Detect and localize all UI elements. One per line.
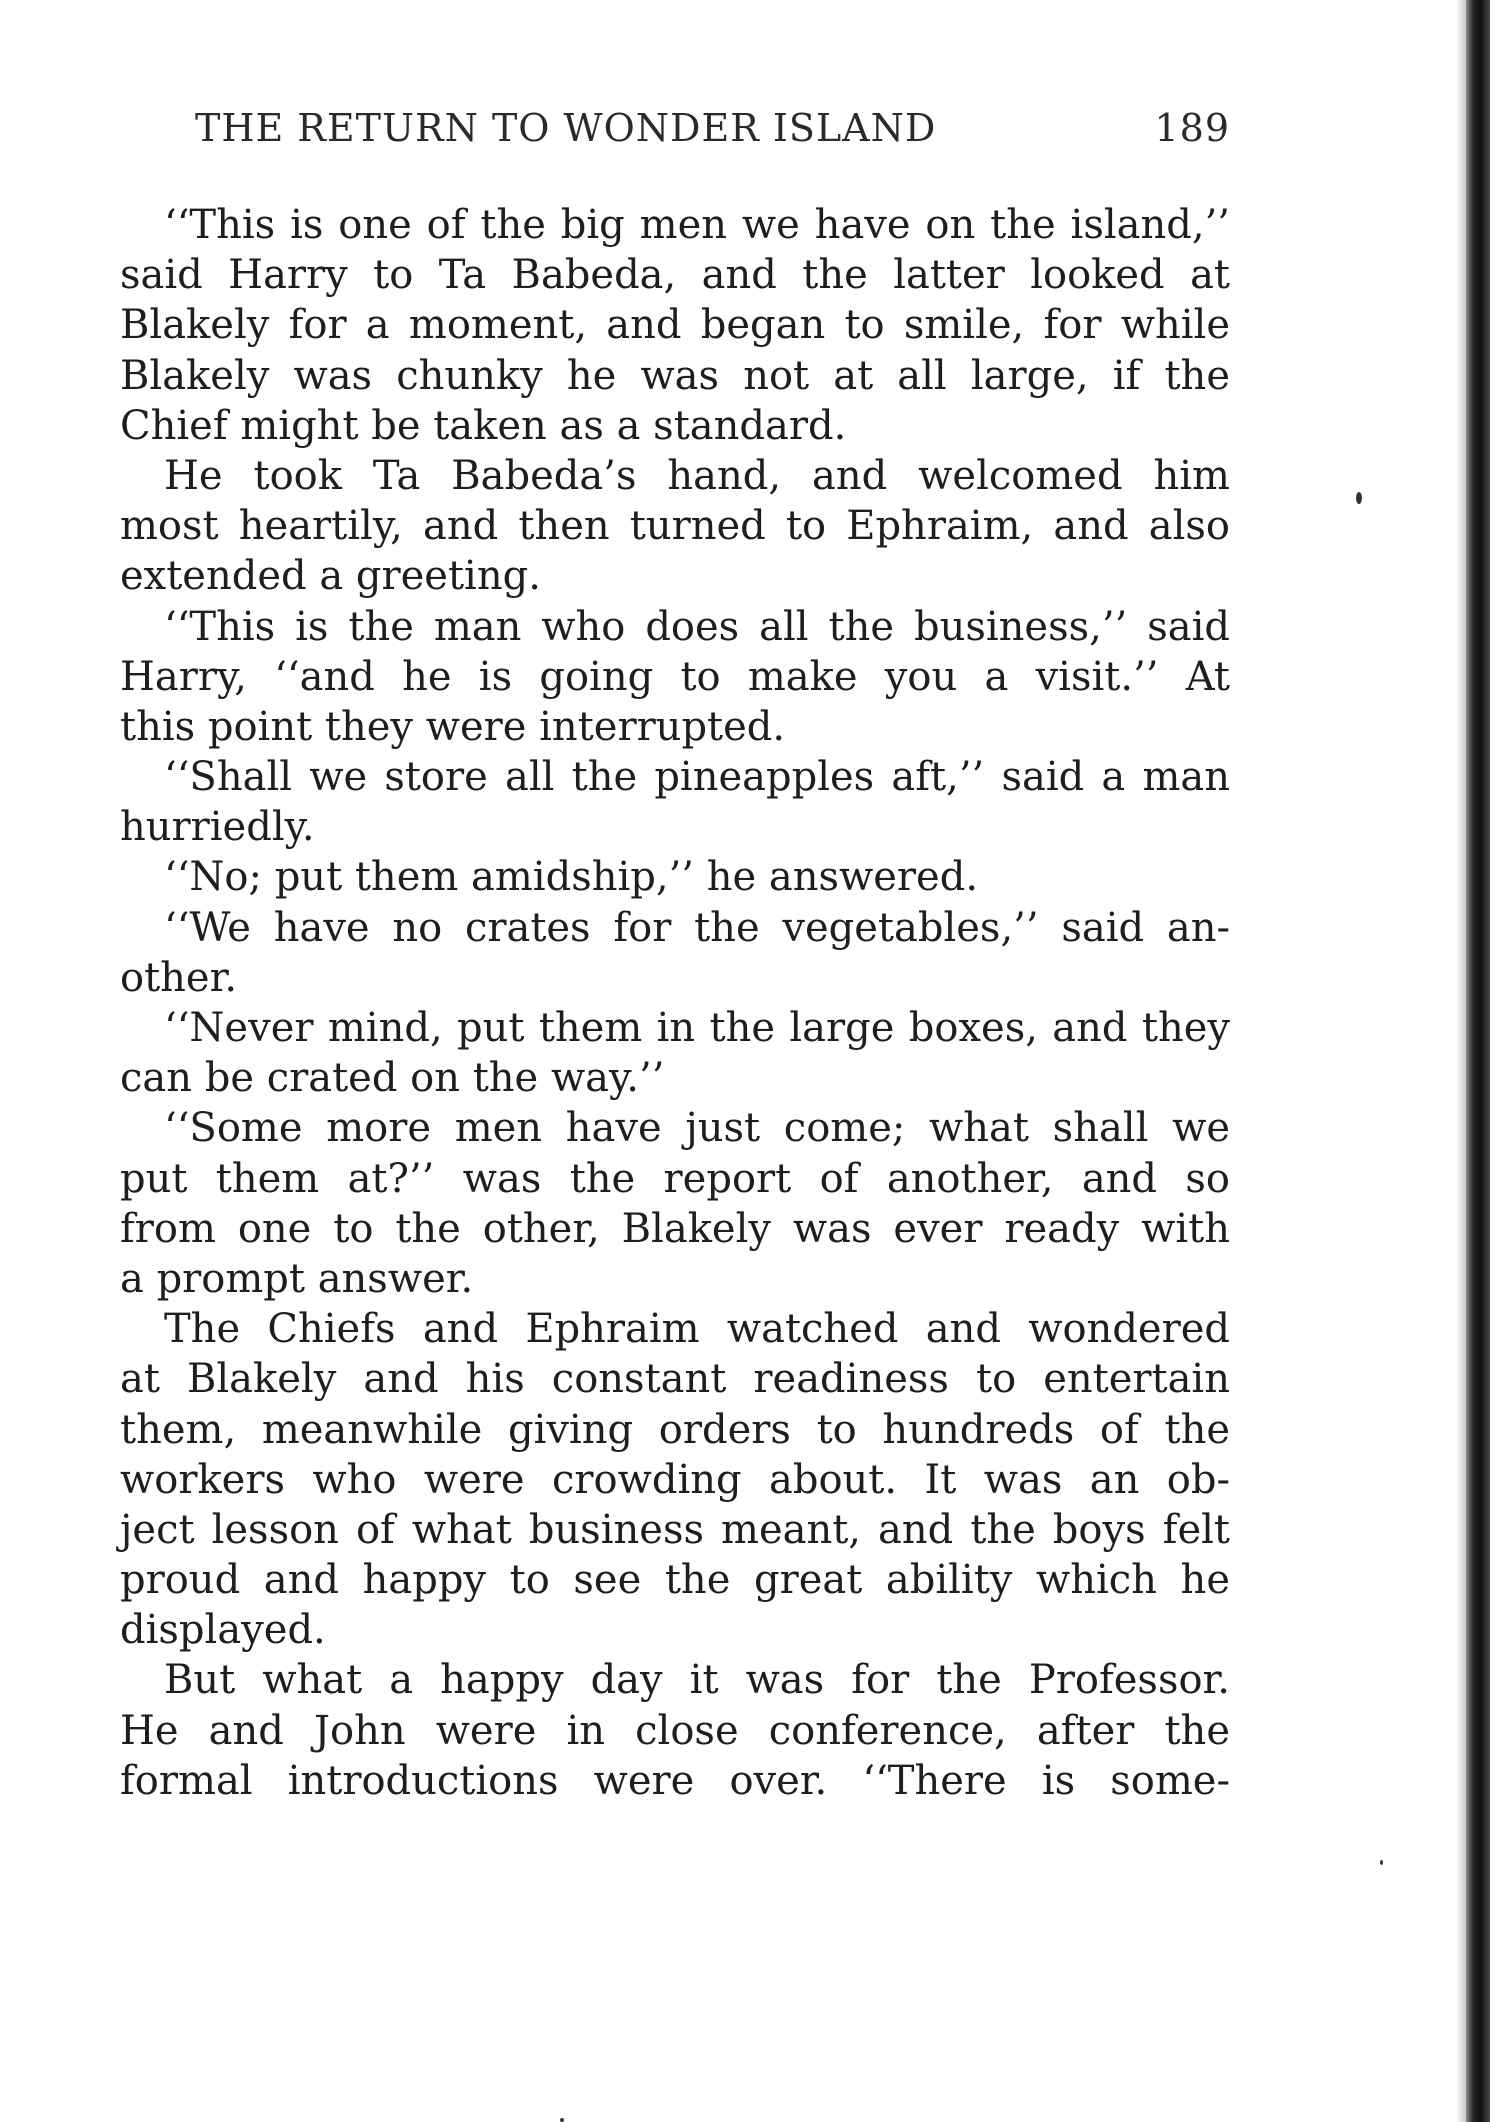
text-line: ‘‘Shall we store all the pineapples aft,’’ said a man xyxy=(164,754,1230,801)
text-line: them, meanwhile giving orders to hundreds of the xyxy=(120,1406,1230,1453)
text-line: Blakely was chunky he was not at all large, if the xyxy=(120,352,1230,399)
text-line: most heartily, and then turned to Ephraim, and also xyxy=(120,503,1230,550)
ink-speck xyxy=(1380,1860,1383,1865)
running-head-title: THE RETURN TO WONDER ISLAND xyxy=(195,106,937,150)
text-line: Harry, ‘‘and he is going to make you a visit.’’ At xyxy=(120,653,1230,700)
text-line: ‘‘Never mind, put them in the large boxes, and they xyxy=(164,1005,1230,1051)
text-line: proud and happy to see the great ability which he xyxy=(120,1557,1230,1604)
text-line: Chief might be taken as a standard. xyxy=(120,402,847,449)
ink-speck xyxy=(560,2118,564,2122)
text-line: He took Ta Babeda’s hand, and welcomed him xyxy=(164,452,1230,499)
text-line: can be crated on the way.’’ xyxy=(120,1055,665,1102)
book-spine-edge xyxy=(1466,0,1490,2122)
text-line: ‘‘Some more men have just come; what shall we xyxy=(164,1105,1230,1152)
text-line: ‘‘We have no crates for the vegetables,’’ said an- xyxy=(164,904,1230,951)
text-line: He and John were in close conference, after the xyxy=(120,1707,1230,1754)
text-line: at Blakely and his constant readiness to entertain xyxy=(120,1356,1230,1403)
text-line: displayed. xyxy=(120,1607,326,1654)
text-line: Blakely for a moment, and began to smile, for while xyxy=(120,302,1230,349)
text-line: extended a greeting. xyxy=(120,553,541,600)
page-gutter-shadow xyxy=(1456,0,1466,2122)
text-line: other. xyxy=(120,954,238,1001)
text-line: ‘‘This is the man who does all the business,’’ said xyxy=(164,603,1230,650)
ink-speck xyxy=(1356,492,1362,504)
running-head xyxy=(195,106,1230,162)
text-line: But what a happy day it was for the Professor. xyxy=(164,1657,1230,1704)
text-line: The Chiefs and Ephraim watched and wondered xyxy=(164,1306,1230,1353)
text-line: workers who were crowding about. It was an ob- xyxy=(120,1456,1230,1503)
text-line: ‘‘No; put them amidship,’’ he answered. xyxy=(164,854,979,901)
text-line: ‘‘This is one of the big men we have on the island,’’ xyxy=(164,202,1230,248)
text-line: said Harry to Ta Babeda, and the latter looked at xyxy=(120,252,1230,299)
text-line: formal introductions were over. ‘‘There is some- xyxy=(120,1757,1230,1804)
text-line: a prompt answer. xyxy=(120,1255,474,1302)
text-line: ject lesson of what business meant, and the boys felt xyxy=(120,1506,1230,1553)
text-line: this point they were interrupted. xyxy=(120,703,786,750)
body-text xyxy=(120,200,1230,1806)
text-line: put them at?’’ was the report of another, and so xyxy=(120,1155,1230,1202)
page-number: 189 xyxy=(1154,106,1230,150)
text-line: from one to the other, Blakely was ever ready with xyxy=(120,1205,1230,1252)
text-line: hurriedly. xyxy=(120,804,315,851)
